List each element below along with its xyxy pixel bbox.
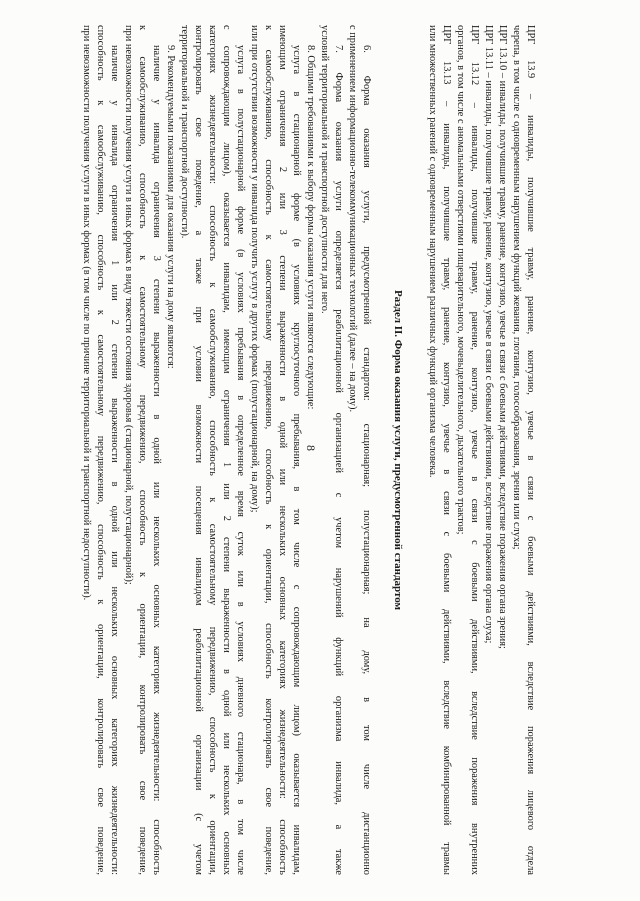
text-line: при невозможности получения услуги в иных формах (в том числе по причине территориальной и транспортной недоступности).	[81, 25, 92, 601]
text-line: территориальной и транспортной доступности).	[179, 25, 190, 239]
text-line: способность к самообслуживанию, способность к самостоятельному передвижению, способность к ориентации, контролировать свое поведение,	[95, 25, 106, 875]
text-line: к самообслуживанию, способность к самостоятельному передвижению, способность к ориентации, контролировать свое поведение,	[137, 25, 148, 875]
rotated-text-block	[50, 25, 540, 875]
text-line: с сопровождающим лицом), оказывается инвалидам, имеющим ограничения 1 или 2 степени выраженности в одной или нескольких основных	[221, 25, 232, 875]
text-line: ЦРГ 13.12 – инвалиды, получившие травму, ранение, контузию, увечье в связи с боевыми действиями, вследствие поражения внутренних	[469, 25, 480, 875]
text-line: ЦРГ 13.13 – инвалиды, получившие травму, ранение, контузию, увечье в связи с боевыми действиями, вследствие комбинированной травмы	[441, 25, 452, 875]
text-line: к самообслуживанию, способность к самостоятельному передвижению, способность к ориентации, способность контролировать свое поведение,	[263, 25, 274, 875]
text-line: органов, в том числе с аномальными отверстиями пищеварительного, мочевыделительного, дыхательного трактов;	[455, 25, 466, 535]
text-line: черепа, в том числе с одновременным нарушением функций жевания, глотания, голосообразования, зрения или слуха;	[511, 25, 522, 550]
text-line: 6. Форма оказания услуги, предусмотренной стандартом: стационарная; полустационарная; на дому, в том числе дистанционно	[361, 45, 372, 875]
text-line: условий территориальной и транспортной доступности для него.	[319, 25, 330, 314]
text-line: категориях жизнедеятельности: способность к самообслуживанию, способность к самостоятельному передвижению, способность к ориентации,	[207, 25, 218, 875]
text-line: 8. Общими требованиями к выбору формы оказания услуги являются следующие:	[305, 45, 316, 410]
text-line: наличие у инвалида ограничения 3 степени выраженности в одной или нескольких основных категориях жизнедеятельности: способность	[151, 45, 162, 875]
text-line: контролировать свое поведение, а также при условии возможности посещения инвалидом реабилитационной организации (с учетом	[193, 25, 204, 875]
text-line: или при отсутствии возможности у инвалида получить услугу в других формах (полустационарной, на дому);	[249, 25, 260, 513]
page-number: 8	[304, 445, 318, 451]
text-line: услуга в стационарной форме (в условиях круглосуточного пребывания, в том числе с сопровождающим лицом) оказывается инвалидам,	[291, 45, 302, 875]
text-line: ЦРГ 13.11 – инвалиды, получившие травму, ранение, контузию, увечье в связи с боевыми действиями, вследствие поражения органа слуха;	[483, 25, 494, 644]
text-line: с применением информационно-телекоммуникационных технологий (далее – на дому).	[347, 25, 358, 413]
text-line: ЦРГ 13.9 – инвалиды, получившие травму, ранение, контузию, увечье в связи с боевыми действиями, вследствие поражения лицевого отдела	[525, 25, 536, 875]
text-line: при невозможности получения услуги в иных формах в виду тяжести состояния здоровья (стационарной, полустационарной);	[123, 25, 134, 585]
text-line: или множественных ранений с одновременным нарушением различных функций организма человека.	[427, 25, 438, 478]
text-line: ЦРГ 13.10 – инвалиды, получившие травму, ранение, контузию, увечье в связи с боевыми действиями, вследствие поражения органа зрения;	[497, 25, 508, 649]
text-line: наличие у инвалида ограничения 1 или 2 степени выраженности в одной или нескольких основных категориях жизнедеятельности:	[109, 45, 120, 875]
text-line: имеющим ограничения 2 или 3 степени выраженности в одной или нескольких основных категориях жизнедеятельности: способность	[277, 25, 288, 875]
text-line: 9. Рекомендуемыми показаниями для оказания услуги на дому являются:	[165, 45, 176, 369]
section-heading: Раздел II. Форма оказания услуги, предусмотренной стандартом	[392, 289, 404, 611]
text-line: 7. Форма оказания услуги определяется реабилитационной организацией с учетом нарушений функций организма инвалида, а также	[333, 45, 344, 875]
text-line: услуга в полустационарной форме (в условиях пребывания в определенное время суток или в условиях дневного стационара, в том числе	[235, 45, 246, 875]
